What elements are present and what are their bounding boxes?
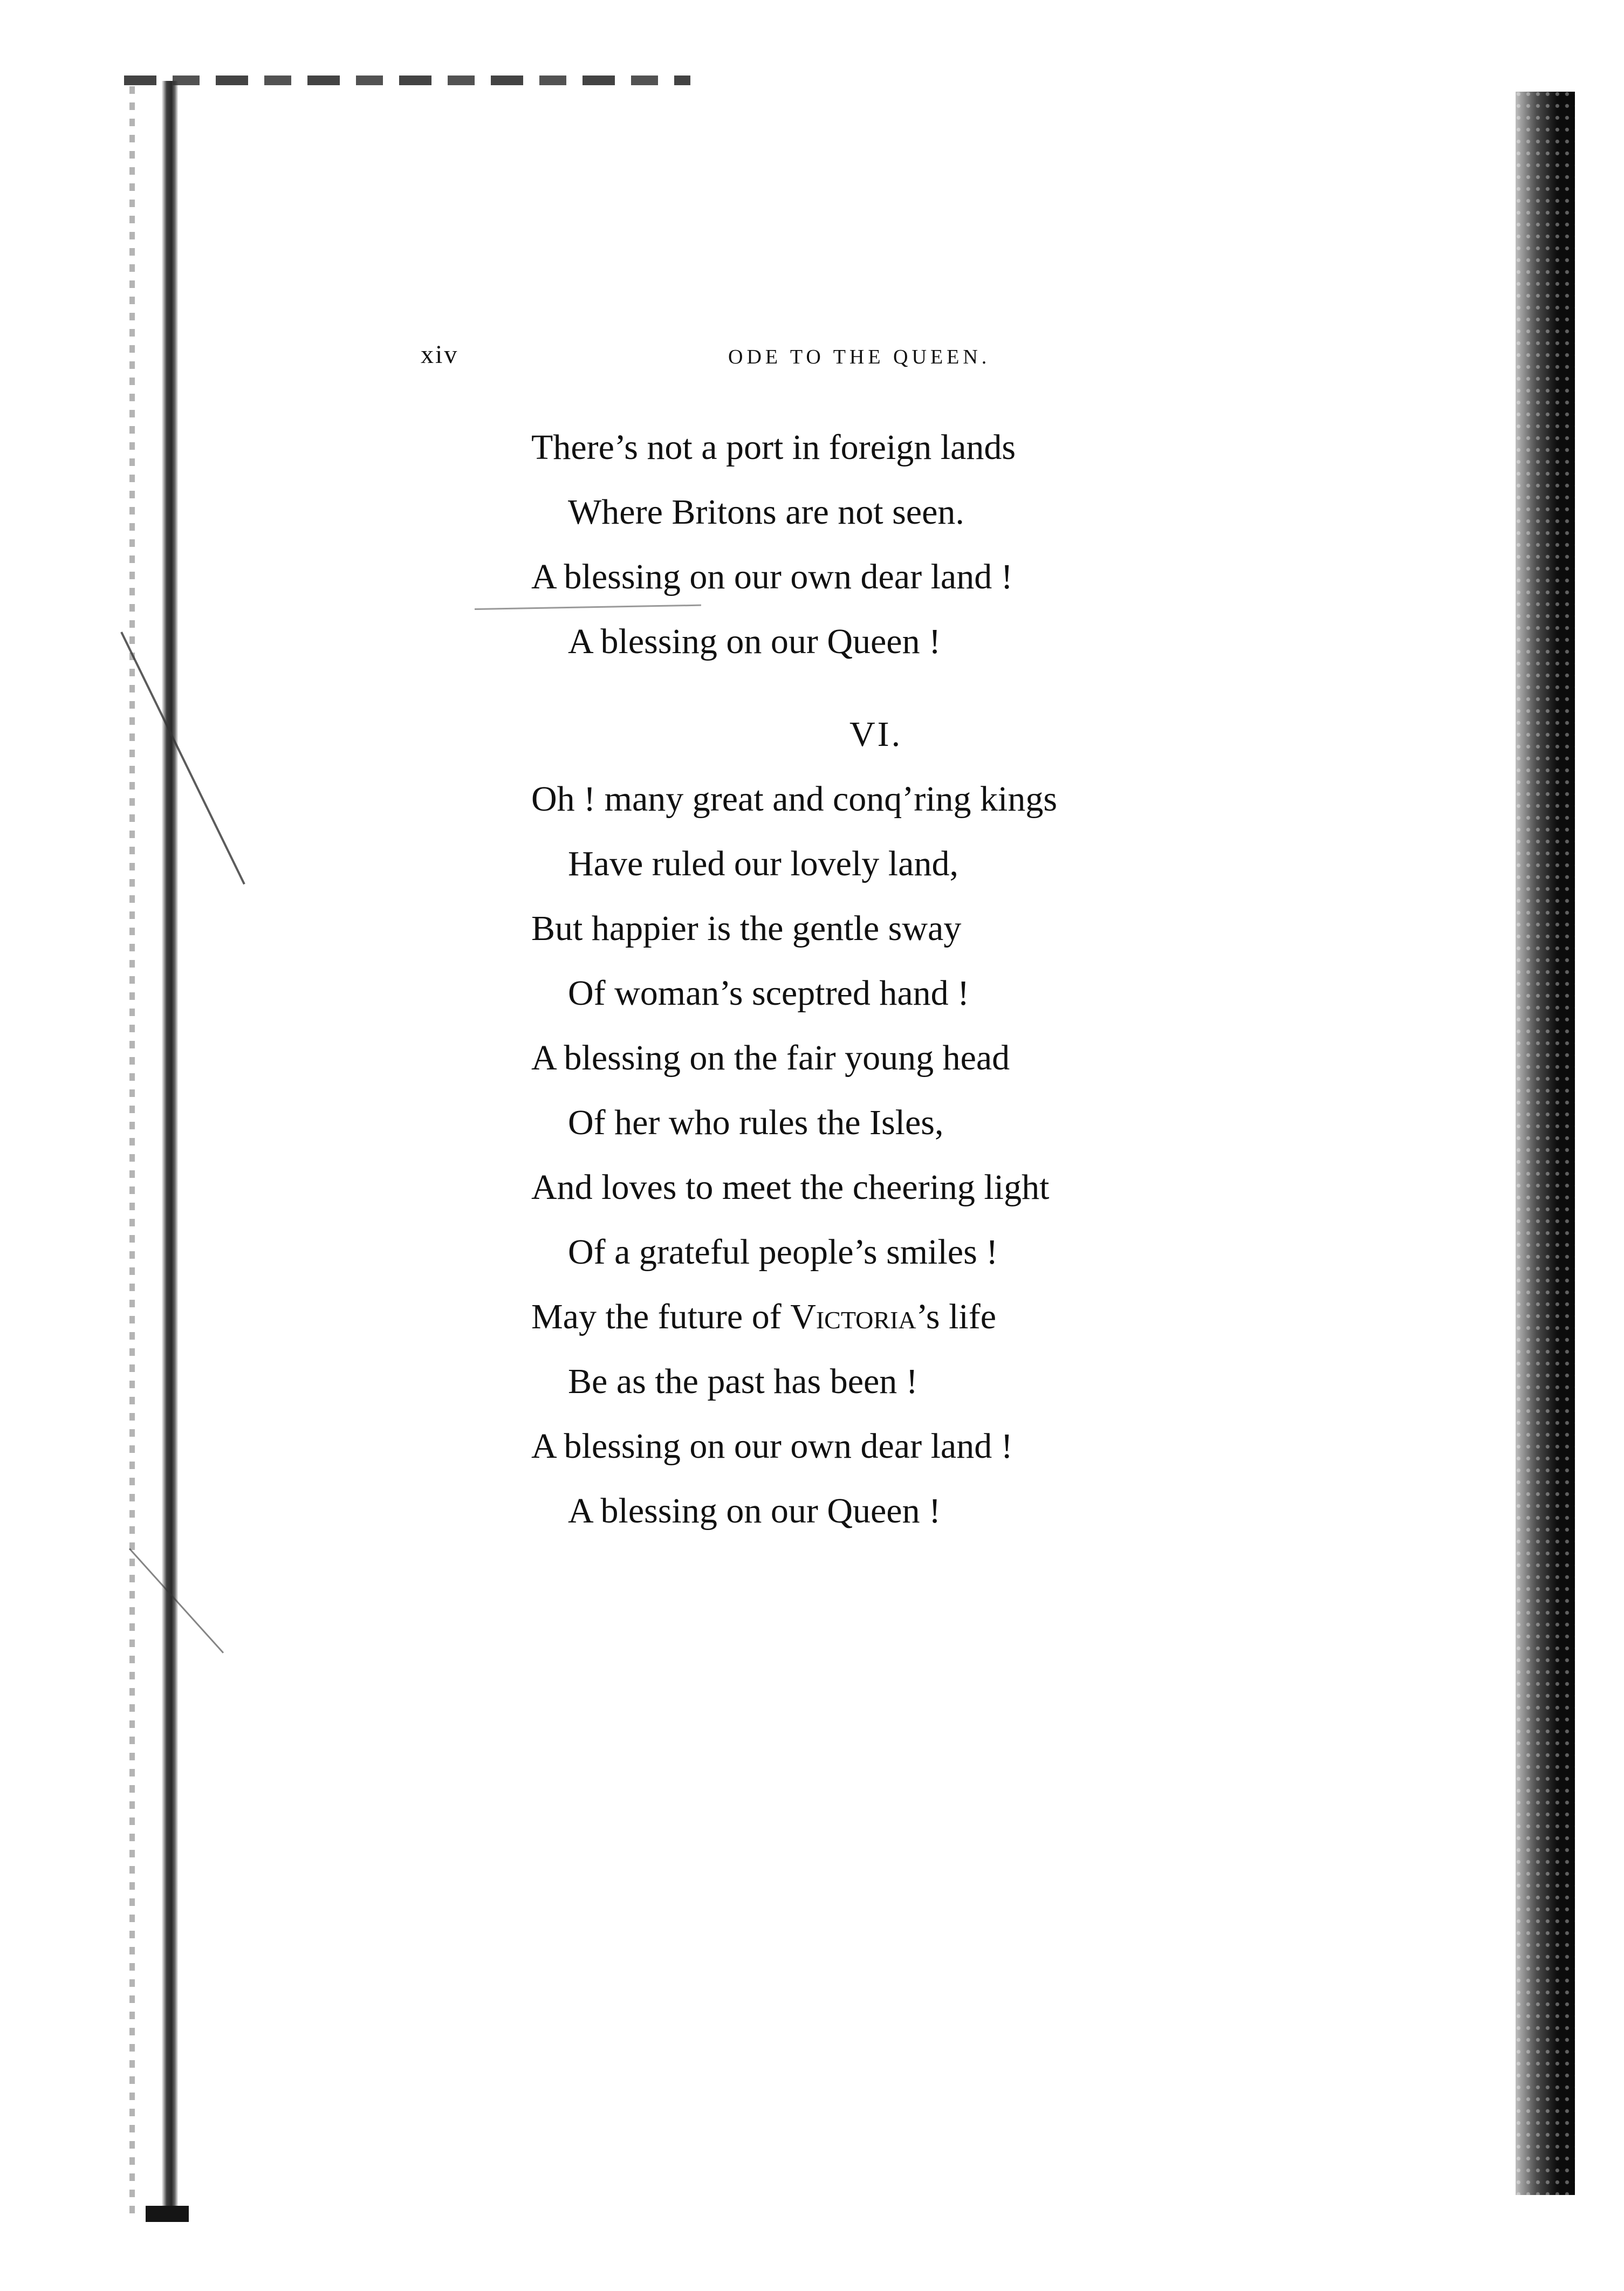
running-head: [421, 340, 1176, 383]
poem-line: Where Britons are not seen.: [568, 492, 964, 532]
poem-line: A blessing on our own dear land !: [531, 557, 1013, 596]
stray-pencil-mark: [120, 632, 245, 884]
facing-page-shadow: [1516, 92, 1575, 2195]
poem-line: Oh ! many great and conq’ring kings: [531, 779, 1058, 819]
poem-line: Of her who rules the Isles,: [568, 1103, 944, 1142]
left-gutter-marks: [129, 86, 135, 2217]
stanza-number: VI.: [849, 715, 903, 754]
poem-line: A blessing on the fair young head: [531, 1038, 1010, 1078]
poem-line: A blessing on our own dear land !: [531, 1426, 1013, 1466]
stanza-six: [531, 767, 1232, 1544]
stanza-continued: [531, 415, 1232, 674]
top-page-edge: [124, 76, 690, 85]
poem-line: But happier is the gentle sway: [531, 909, 962, 948]
line-text: May the future of: [531, 1297, 791, 1336]
line-text: ’s life: [916, 1297, 997, 1336]
poem-line: There’s not a port in foreign lands: [531, 428, 1016, 467]
queen-name: Victoria: [790, 1297, 916, 1336]
poem-text: [531, 415, 1232, 1544]
poem-line: Be as the past has been !: [568, 1362, 918, 1401]
poem-line: Have ruled our lovely land,: [568, 844, 958, 883]
poem-line: Of a grateful people’s smiles !: [568, 1232, 998, 1272]
page-number: xiv: [421, 340, 459, 369]
poem-line: A blessing on our Queen !: [568, 1491, 941, 1531]
running-title: ODE TO THE QUEEN.: [728, 346, 991, 368]
poem-line: Of woman’s sceptred hand !: [568, 973, 970, 1013]
left-binding-edge: [162, 81, 178, 2222]
poem-line: [531, 1285, 1232, 1349]
poem-line: And loves to meet the cheering light: [531, 1168, 1050, 1207]
bottom-binding-mark: [146, 2206, 189, 2222]
poem-line: A blessing on our Queen !: [568, 622, 941, 661]
